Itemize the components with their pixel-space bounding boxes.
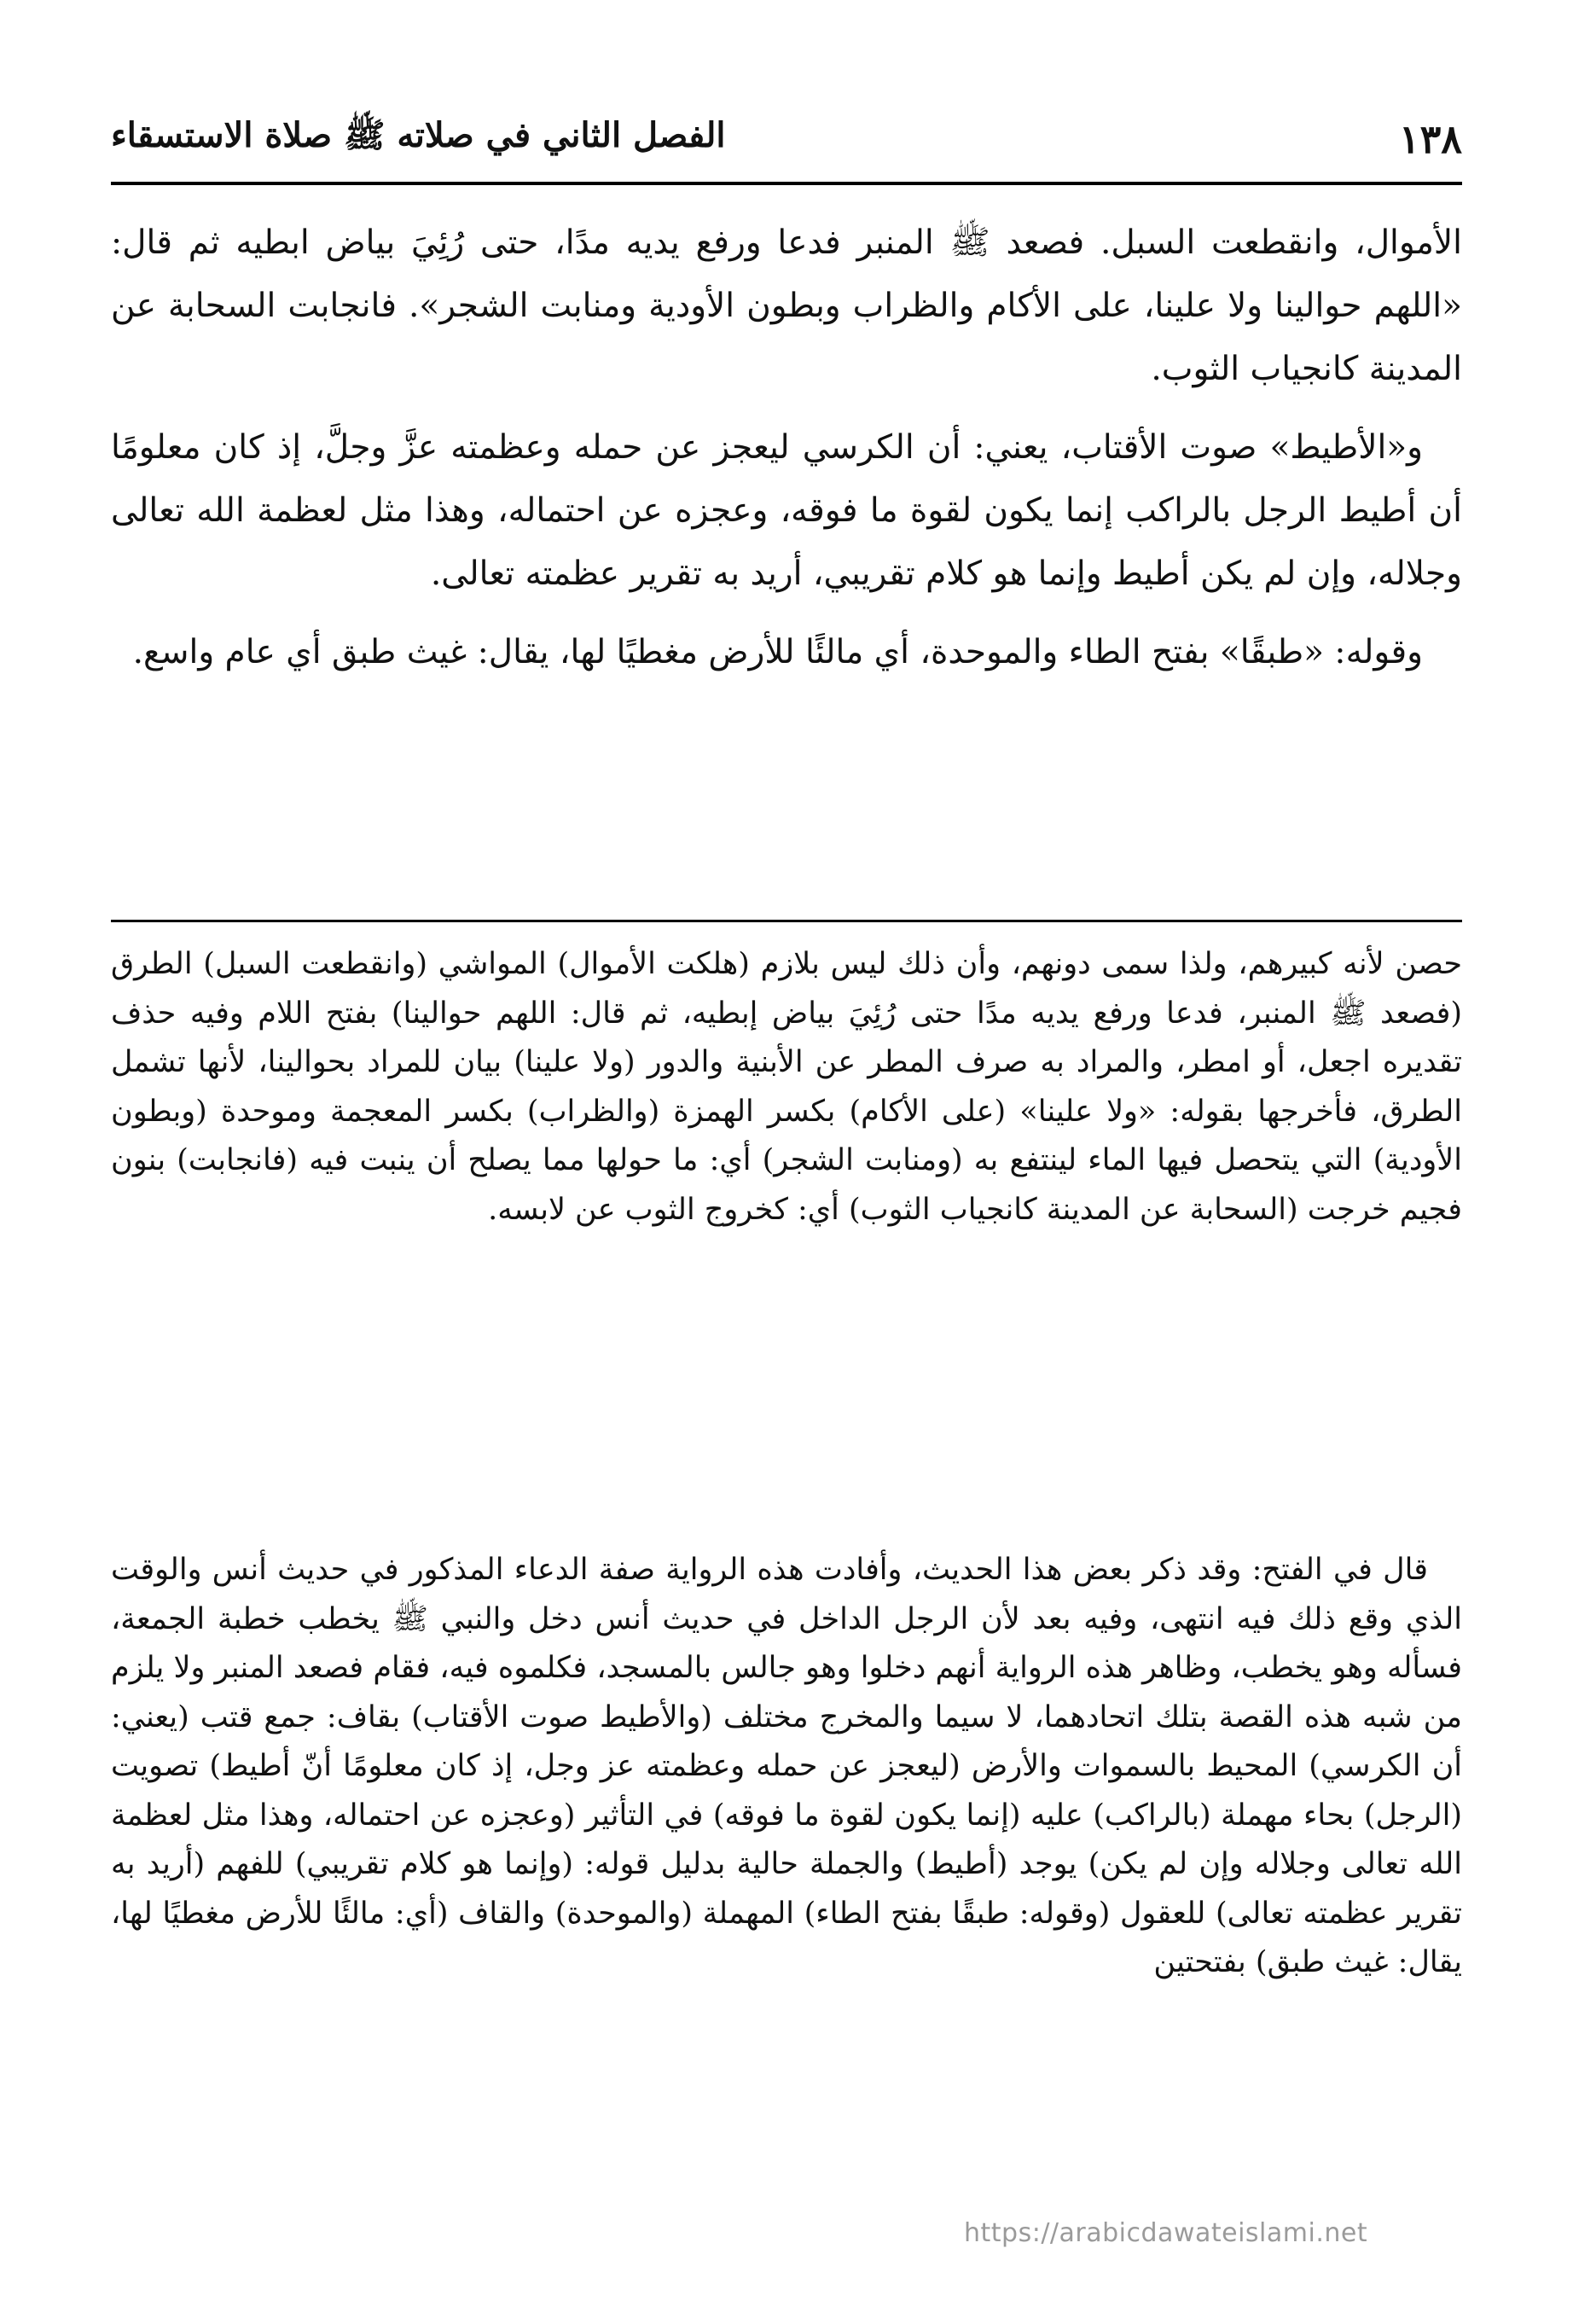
main-paragraph: وقوله: «طبقًا» بفتح الطاء والموحدة، أي مالئًا للأرض مغطيًا لها، يقال: غيث طبق أي عام واسع.: [132, 633, 1423, 671]
commentary-paragraph: قال في الفتح: وقد ذكر بعض هذا الحديث، وأفادت هذه الرواية صفة الدعاء المذكور في حديث أنس والوقت الذي وقع ذلك فيه انتهى، وفيه بعد لأن الرجل الداخل في حديث أنس دخل والنبي ﷺ يخطب خطبة الجمعة، فسأله وهو يخطب، وظاهر هذه الرواية أنهم دخلوا وهو جالس بالمسجد، فكلموه فيه، فقام فصعد المنبر ولا يلزم من شبه هذه القصة بتلك اتحادهما، لا سيما والمخرج مختلف (والأطيط صوت الأقتاب) بقاف: جمع قتب (يعني: أن الكرسي) المحيط بالسموات والأرض (ليعجز عن حمله وعظمته عز وجل، إذ كان معلومًا أنّ أطيط) تصويت (الرجل) بحاء مهملة (بالراكب) عليه (إنما يكون لقوة ما فوقه) في التأثير (وعجزه عن احتماله، وهذا مثل لعظمة الله تعالى وجلاله وإن لم يكن) يوجد (أطيط) والجملة حالية بدليل قوله: (وإنما هو كلام تقريبي) للفهم (أريد به تقرير عظمته تعالى) للعقول (وقوله: طبقًا بفتح الطاء) المهملة (والموحدة) والقاف (أي: مالئًا للأرض مغطيًا لها، يقال: غيث طبق) بفتحتين: [111, 1553, 1462, 1979]
watermark-url: https://arabicdawateislami.net: [964, 2218, 1368, 2248]
page-number: ١٣٨: [1398, 116, 1462, 162]
commentary-divider: [111, 920, 1462, 922]
header-divider: [111, 182, 1462, 185]
commentary-block: [111, 1546, 1462, 1988]
main-paragraph: الأموال، وانقطعت السبل. فصعد ﷺ المنبر فدعا ورفع يديه مدًا، حتى رُئِيَ بياض ابطيه ثم قال: «اللهم حوالينا ولا علينا، على الأكام والظراب وبطون الأودية ومنابت الشجر». فانجابت السحابة عن المدينة كانجياب الثوب.: [111, 224, 1462, 388]
main-text: [111, 212, 1462, 700]
commentary-block: [111, 940, 1462, 1235]
commentary-paragraph: حصن لأنه كبيرهم، ولذا سمى دونهم، وأن ذلك ليس بلازم (هلكت الأموال) المواشي (وانقطعت السبل) الطرق (فصعد ﷺ المنبر، فدعا ورفع يديه مدًا حتى رُئِيَ بياض إبطيه، ثم قال: اللهم حوالينا) بفتح اللام وفيه حذف تقديره اجعل، أو امطر، والمراد به صرف المطر عن الأبنية والدور (ولا علينا) بيان للمراد بحوالينا، لأنها تشمل الطرق، فأخرجها بقوله: «ولا علينا» (على الأكام) بكسر الهمزة (والظراب) بكسر المعجمة وموحدة (وبطون الأودية) التي يتحصل فيها الماء لينتفع به (ومنابت الشجر) أي: ما حولها مما يصلح أن ينبت فيه (فانجابت) بنون فجيم خرجت (السحابة عن المدينة كانجياب الثوب) أي: كخروج الثوب عن لابسه.: [111, 947, 1462, 1227]
page-header: [111, 109, 1462, 169]
main-paragraph: و«الأطيط» صوت الأقتاب، يعني: أن الكرسي ليعجز عن حمله وعظمته عزَّ وجلَّ، إذ كان معلومًا أن أطيط الرجل بالراكب إنما يكون لقوة ما فوقه، وعجزه عن احتماله، وهذا مثل لعظمة الله تعالى وجلاله، وإن لم يكن أطيط وإنما هو كلام تقريبي، أريد به تقرير عظمته تعالى.: [111, 428, 1462, 593]
chapter-title: الفصل الثاني في صلاته ﷺ صلاة الاستسقاء: [111, 115, 726, 155]
